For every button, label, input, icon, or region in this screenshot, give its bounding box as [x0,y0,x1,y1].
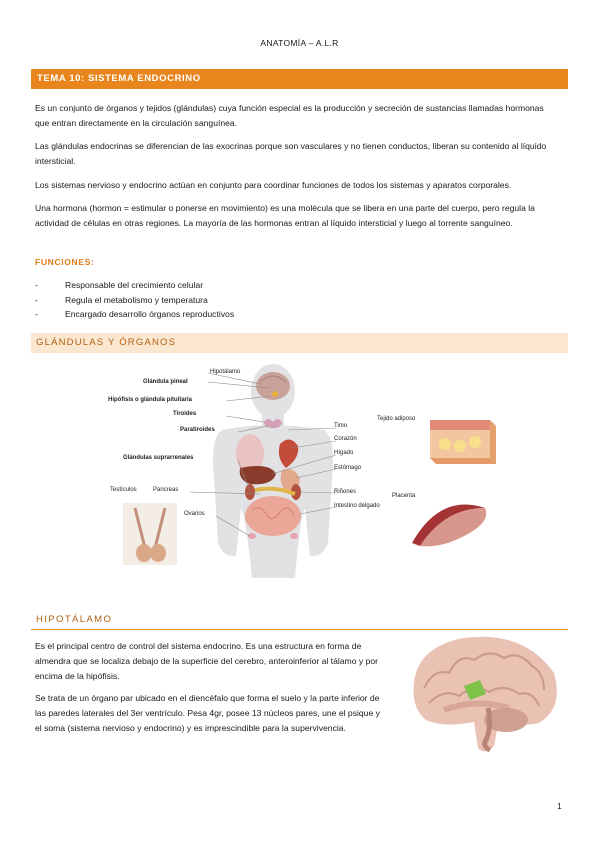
hipotalamo-heading: HIPOTÁLAMO [36,614,113,625]
page-title: TEMA 10: SISTEMA ENDOCRINO [37,73,201,84]
label-ovarios: Ovarios [184,511,205,517]
glandulas-heading: GLÁNDULAS Y ÓRGANOS [36,337,177,348]
endocrine-diagram [100,358,530,588]
label-tiroides: Tiroides [173,411,197,417]
label-higado: Hígado [334,450,354,456]
label-timo: Timo [334,423,348,429]
brain-icon [256,372,290,400]
hipotalamo-paragraph-2: Se trata de un órgano par ubicado en el diencéfalo que forma el suelo y la parte inferior de las paredes laterales del 3er ventrículo. Pesa 4gr, posee 13 núcleos pares, une el psique y el soma (sistema nervioso y endocrino) y es imprescindible para la supervivencia. [35,693,380,733]
label-testiculos: Testículos [110,487,137,493]
label-pancreas: Pancreas [153,487,179,493]
glands-paragraph: Las glándulas endocrinas se diferencian de las exocrinas porque son vasculares y no tienen conductos, liberan su contenido al líquido intersticial. [35,141,547,166]
title-bar [31,69,568,89]
intestine-icon [245,496,301,536]
testes-inset [123,503,177,565]
label-rinones: Riñones [334,489,357,495]
list-item: - Encargado desarrollo órganos reproductivos [35,309,235,319]
funciones-heading: FUNCIONES: [35,257,95,267]
label-hipofisis: Hipófisis o glándula pituitaria [108,397,193,403]
hormone-paragraph: Una hormona (hormon = estimular o ponerse en movimiento) es una molécula que se libera en una parte del cuerpo, pero regula la actividad de células en otras regiones. La mayoría de las hormonas entran al líquido intersticial y luego al torrente sanguíneo. [35,203,535,228]
label-intestino: Intestino delgado [334,503,380,509]
ovary-icon [290,533,298,539]
label-corazon: Corazón [334,436,357,442]
glandulas-section-bar [31,333,568,353]
adipose-tissue-inset [430,420,496,464]
placenta-inset [412,505,486,547]
list-item: - Responsable del crecimiento celular [35,280,204,290]
label-estomago: Estómago [334,465,362,471]
label-paratiroides: Paratiroides [180,427,215,433]
page-number: 1 [557,801,562,811]
label-tejido-adiposo: Tejido adiposo [377,416,416,422]
intro-paragraph: Es un conjunto de órganos y tejidos (glándulas) cuya función especial es la producción y secreción de sustancias llamadas hormonas que entran directamente en la circulación sanguínea. [35,103,544,128]
brain-sagittal-illustration [404,628,564,768]
label-hipotalamo: Hipotálamo [210,369,241,375]
label-suprarrenales: Glándulas suprarrenales [123,455,194,461]
list-item: - Regula el metabolismo y temperatura [35,295,208,305]
label-pineal: Glándula pineal [143,379,188,385]
hipotalamo-paragraph-1: Es el principal centro de control del sistema endocrino. Es una estructura en forma de almendra que se localiza debajo de la superficie del cerebro, anteroinferior al tálamo y por encima de la hipófisis. [35,641,378,681]
running-header: ANATOMÍA – A.L.R [260,38,339,48]
systems-paragraph: Los sistemas nervioso y endocrino actúan en conjunto para coordinar funciones de todos los sistemas y aparatos corporales. [35,180,512,190]
label-placenta: Placenta [392,493,416,499]
ovary-icon [248,533,256,539]
